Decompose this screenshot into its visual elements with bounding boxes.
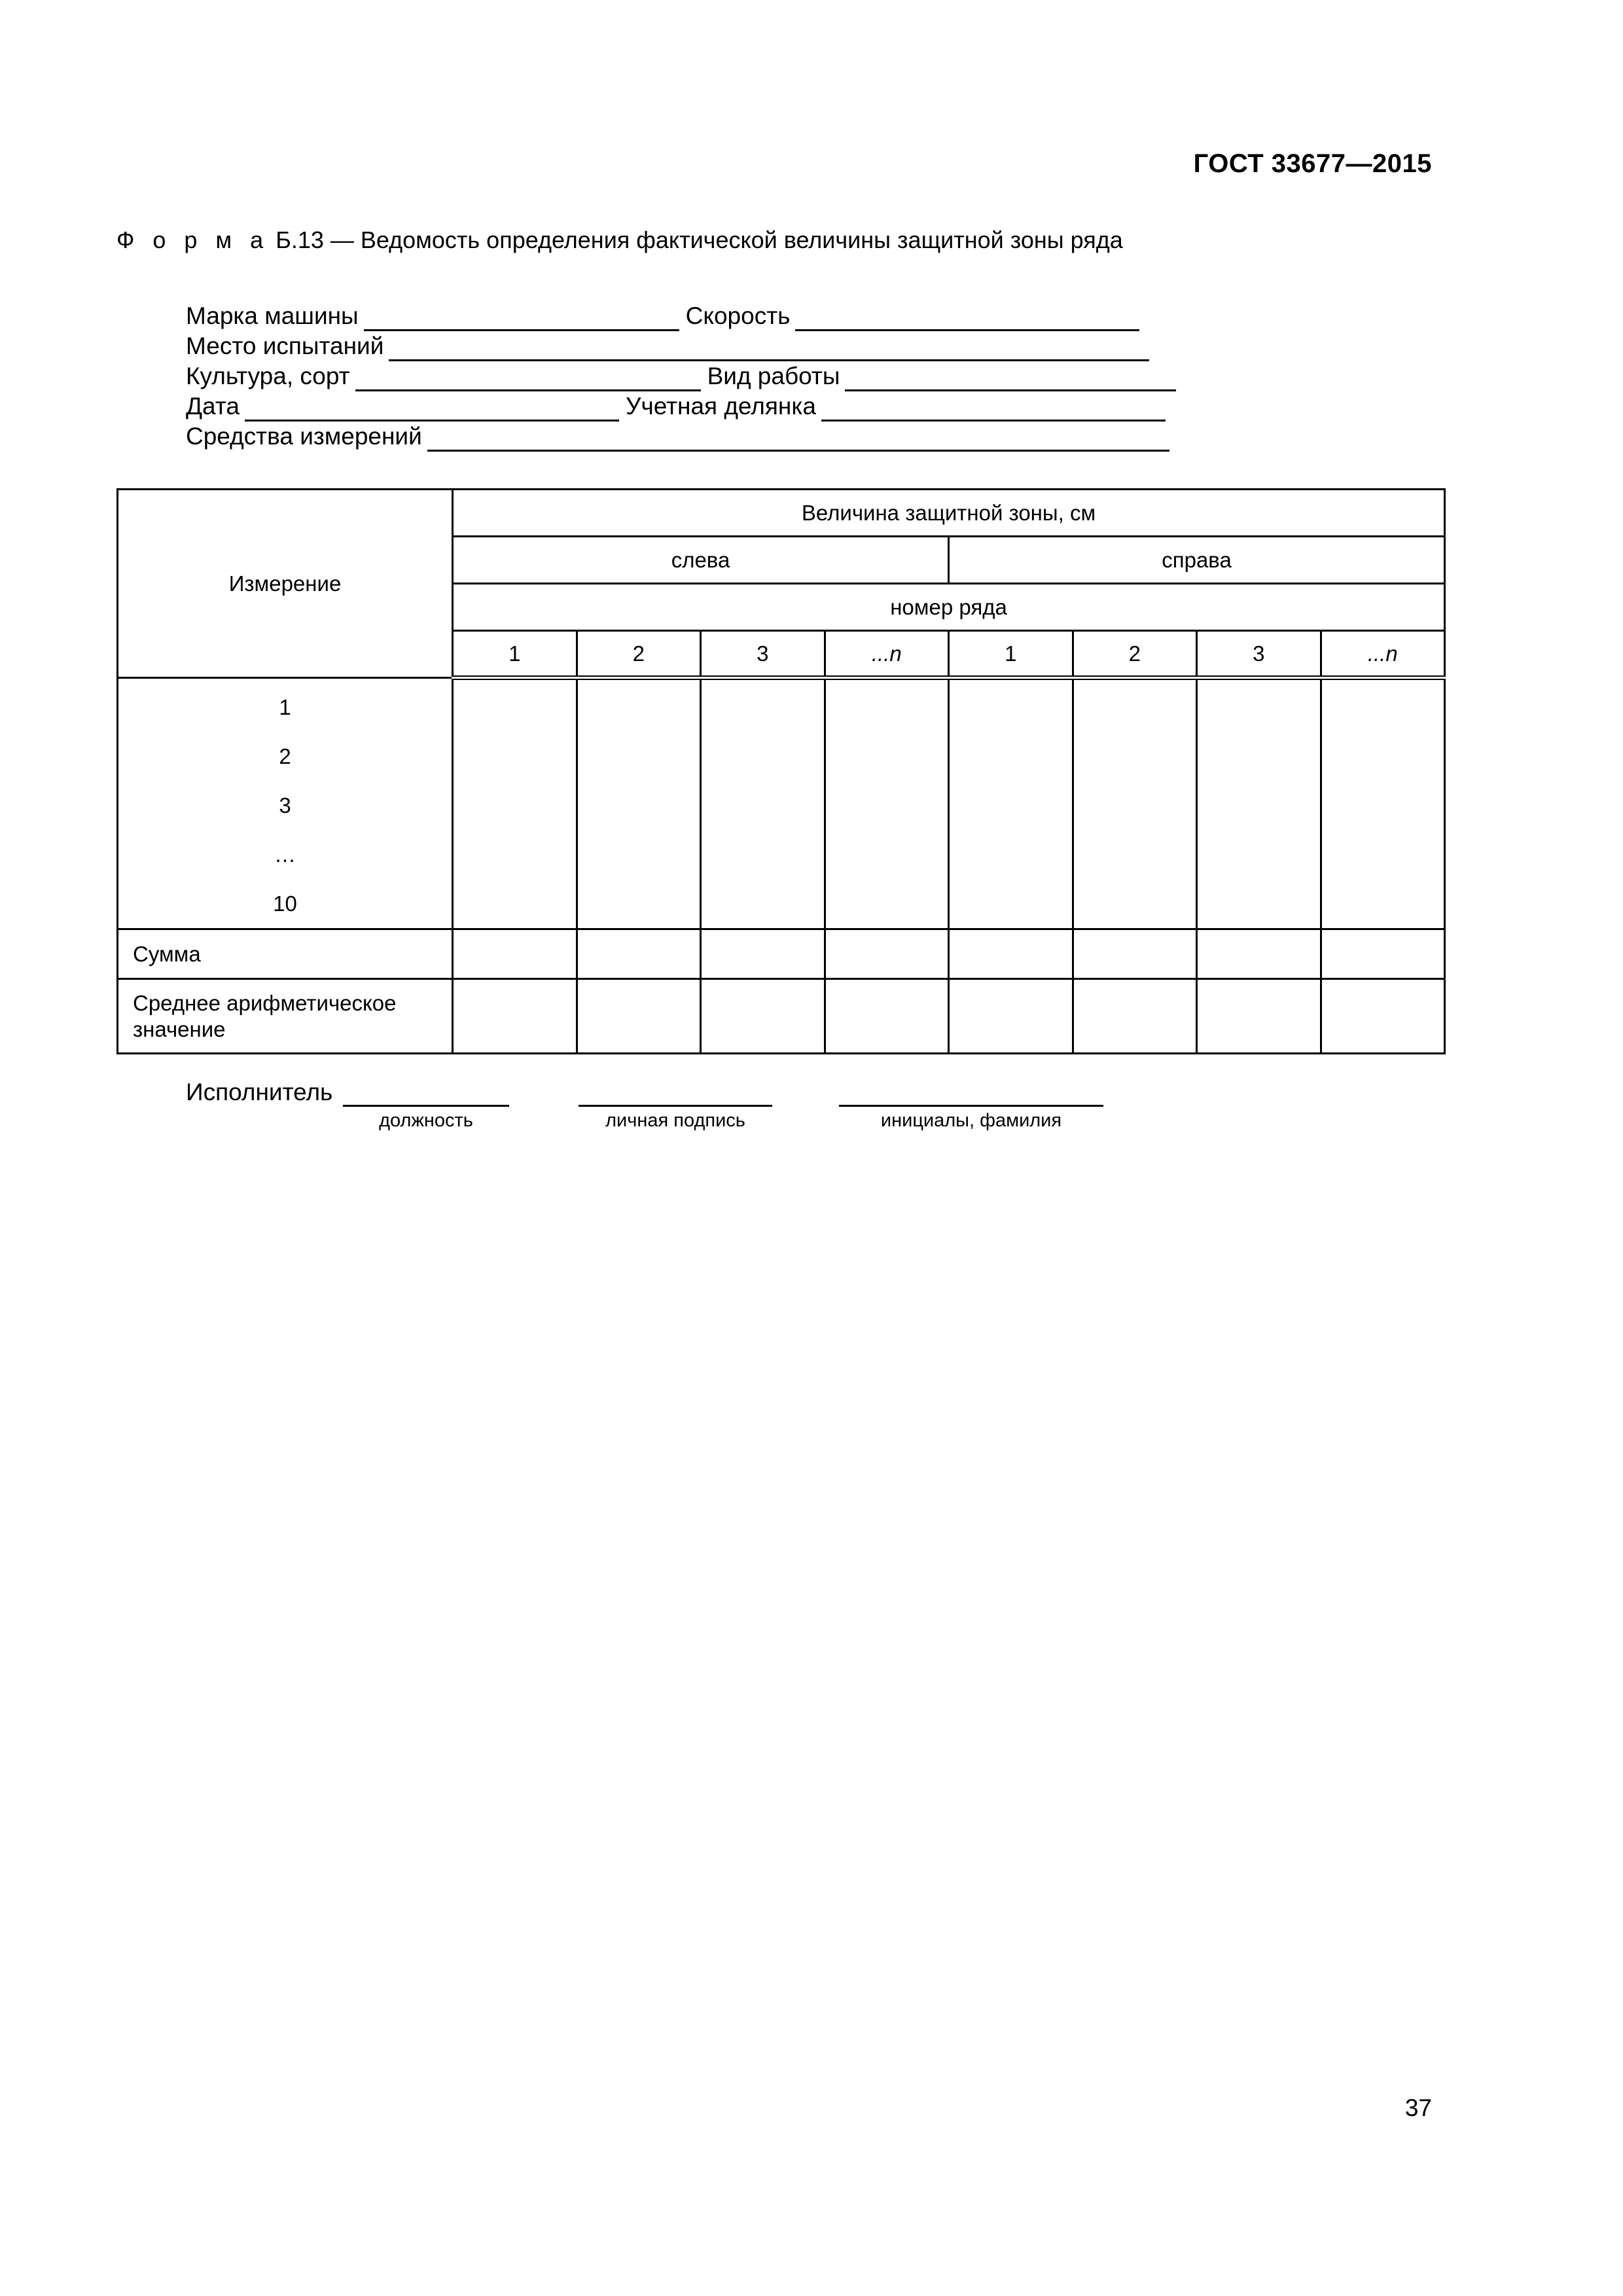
- data-cell[interactable]: [1197, 979, 1321, 1054]
- data-cell[interactable]: [453, 929, 577, 979]
- label-crop: Культура, сорт: [186, 363, 350, 389]
- measurement-header: Измерение: [118, 490, 453, 678]
- data-cell[interactable]: [701, 979, 825, 1054]
- data-cell[interactable]: [453, 979, 577, 1054]
- work-type-input-line[interactable]: [845, 367, 1176, 391]
- field-row-instruments: [186, 422, 1183, 452]
- data-cell[interactable]: [1073, 678, 1197, 929]
- zone-header: Величина защитной зоны, см: [453, 490, 1445, 537]
- document-code: ГОСТ 33677—2015: [1193, 149, 1432, 178]
- name-line[interactable]: [839, 1079, 1103, 1107]
- data-cell[interactable]: [949, 979, 1073, 1054]
- data-cell[interactable]: [577, 678, 701, 929]
- data-cell[interactable]: [1073, 979, 1197, 1054]
- sum-label: Сумма: [118, 929, 453, 979]
- label-date: Дата: [186, 393, 240, 420]
- data-cell[interactable]: [1073, 929, 1197, 979]
- label-work-type: Вид работы: [707, 363, 840, 389]
- executor-label: Исполнитель: [186, 1079, 333, 1105]
- form-title-text: Б.13 — Ведомость определения фактической величины защитной зоны ряда: [276, 226, 1123, 253]
- data-cell[interactable]: [701, 678, 825, 929]
- column-header: ...n: [1321, 631, 1445, 678]
- column-header: 1: [949, 631, 1073, 678]
- page-number: 37: [1404, 2094, 1432, 2121]
- data-cell[interactable]: [1197, 678, 1321, 929]
- data-cell[interactable]: [1321, 678, 1445, 929]
- label-test-site: Место испытаний: [186, 332, 384, 359]
- column-header: 1: [453, 631, 577, 678]
- data-cell[interactable]: [1321, 979, 1445, 1054]
- plot-input-line[interactable]: [821, 397, 1166, 422]
- data-cell[interactable]: [825, 929, 949, 979]
- left-side-header: слева: [453, 537, 949, 584]
- data-cell[interactable]: [1321, 929, 1445, 979]
- column-header: 3: [1197, 631, 1321, 678]
- data-cell[interactable]: [949, 678, 1073, 929]
- form-title: [116, 226, 1123, 254]
- field-row-date: [186, 391, 1183, 422]
- data-cell[interactable]: [825, 678, 949, 929]
- column-header: ...n: [825, 631, 949, 678]
- column-header: 2: [577, 631, 701, 678]
- data-cell[interactable]: [1197, 929, 1321, 979]
- measurement-numbers: [118, 678, 453, 929]
- header-row-zone: [118, 490, 1445, 537]
- measurement-number: 3: [279, 793, 291, 817]
- measurement-number: 1: [279, 695, 291, 719]
- average-row: [118, 979, 1445, 1054]
- position-line[interactable]: [343, 1079, 509, 1107]
- measurements-row: [118, 678, 1445, 929]
- machine-input-line[interactable]: [364, 307, 679, 331]
- measurement-number: …: [274, 842, 296, 867]
- right-side-header: справа: [949, 537, 1445, 584]
- data-cell[interactable]: [577, 929, 701, 979]
- measurement-number: 10: [273, 891, 297, 916]
- instruments-input-line[interactable]: [427, 427, 1169, 452]
- row-number-header: номер ряда: [453, 584, 1445, 631]
- name-caption: инициалы, фамилия: [880, 1110, 1062, 1131]
- position-caption: должность: [379, 1110, 473, 1131]
- form-title-prefix: Ф о р м а: [116, 226, 270, 253]
- date-input-line[interactable]: [245, 397, 619, 422]
- column-header: 3: [701, 631, 825, 678]
- test-site-input-line[interactable]: [389, 337, 1149, 361]
- label-speed: Скорость: [685, 302, 791, 329]
- form-fields: [186, 301, 1183, 452]
- field-row-crop: [186, 361, 1183, 391]
- label-plot: Учетная делянка: [625, 393, 816, 420]
- column-header: 2: [1073, 631, 1197, 678]
- speed-input-line[interactable]: [795, 307, 1139, 331]
- field-row-machine: [186, 301, 1183, 331]
- data-cell[interactable]: [701, 929, 825, 979]
- crop-input-line[interactable]: [355, 367, 701, 391]
- average-label: Среднее арифметическое значение: [118, 979, 453, 1054]
- signature-block: [186, 1079, 1062, 1131]
- field-row-test-site: [186, 331, 1183, 361]
- data-cell[interactable]: [453, 678, 577, 929]
- measurement-number: 2: [279, 744, 291, 768]
- sum-row: [118, 929, 1445, 979]
- protective-zone-table: [116, 488, 1446, 1054]
- data-cell[interactable]: [825, 979, 949, 1054]
- label-instruments: Средства измерений: [186, 423, 422, 450]
- data-cell[interactable]: [949, 929, 1073, 979]
- label-machine: Марка машины: [186, 302, 359, 329]
- signature-line[interactable]: [579, 1079, 772, 1107]
- data-cell[interactable]: [577, 979, 701, 1054]
- signature-caption: личная подпись: [605, 1110, 745, 1131]
